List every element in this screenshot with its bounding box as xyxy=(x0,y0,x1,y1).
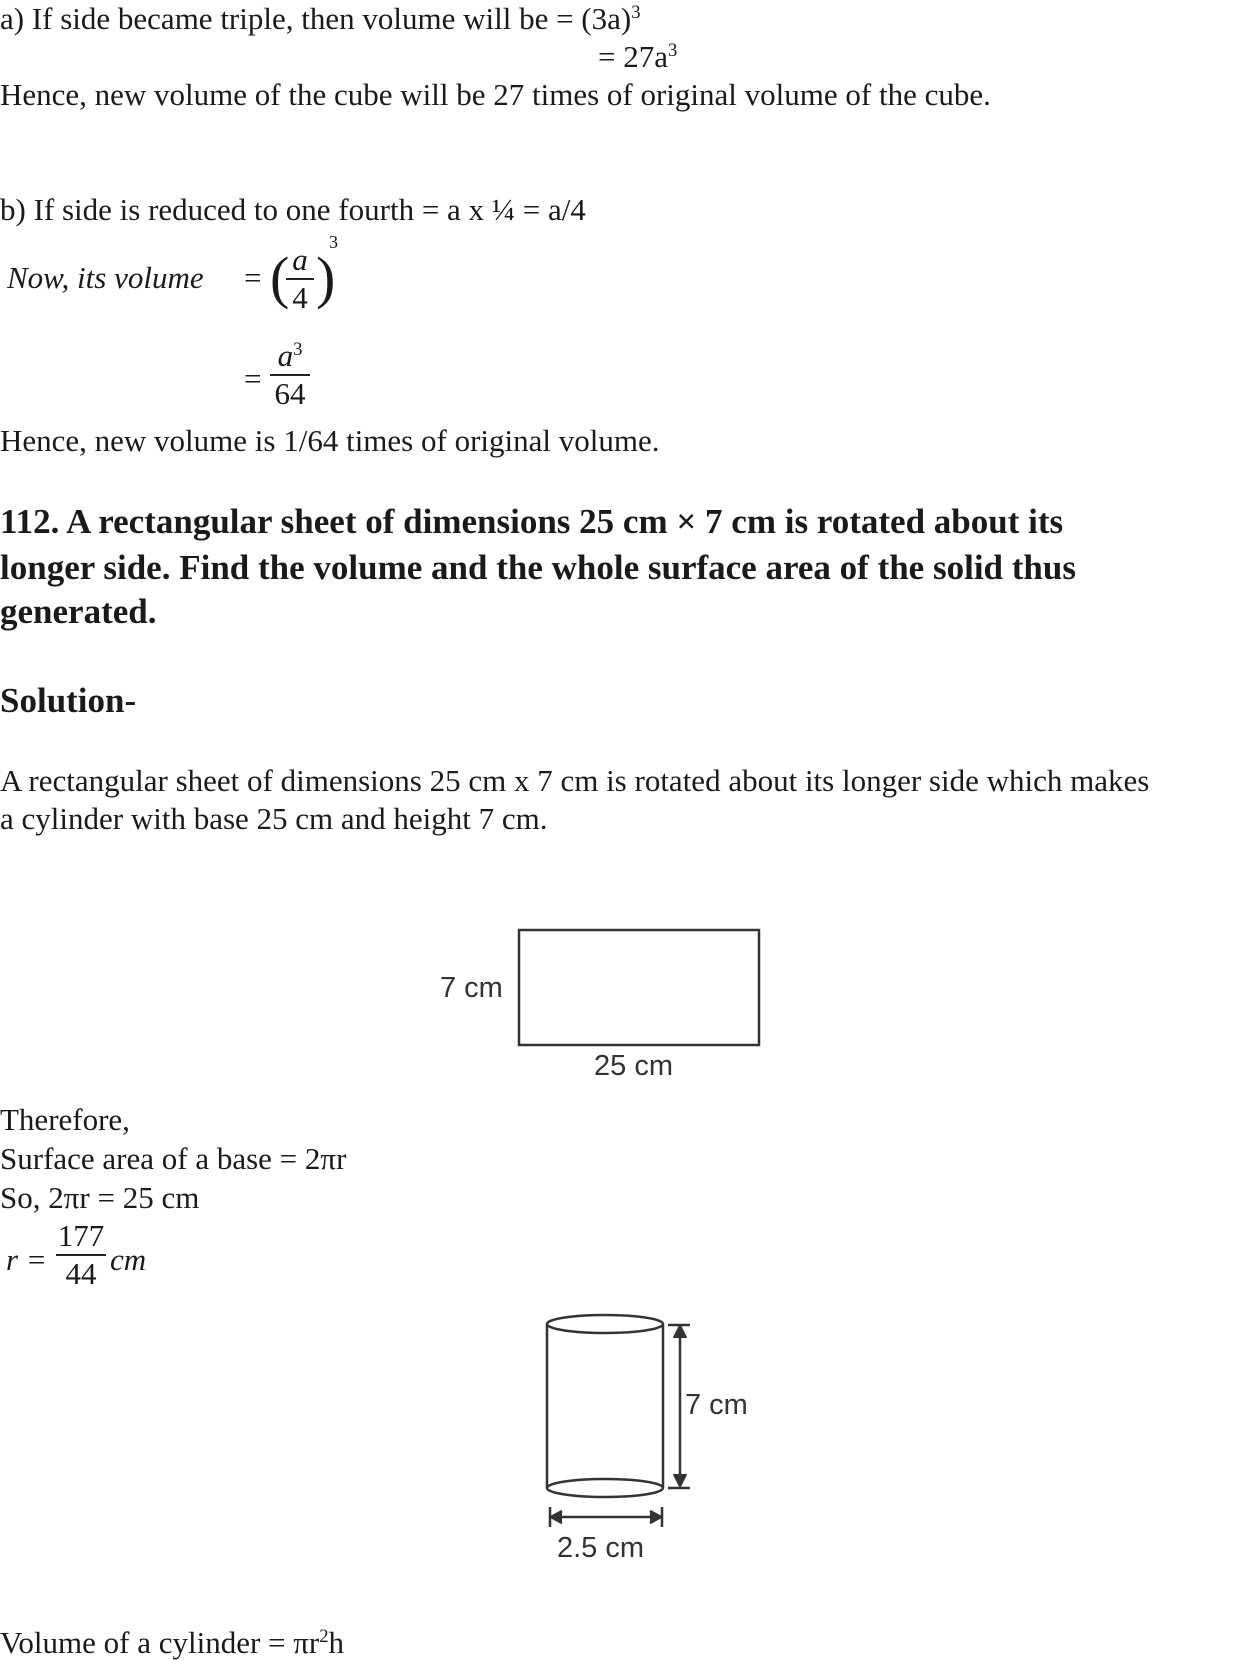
left-paren: ( xyxy=(270,245,290,310)
equals-sign-2: = xyxy=(244,361,262,396)
cyl-width-label: 2.5 cm xyxy=(557,1532,645,1564)
exponent: 3 xyxy=(668,40,678,61)
part-b-conclusion: Hence, new volume is 1/64 times of original volume. xyxy=(0,423,660,458)
numerator: a xyxy=(292,242,308,277)
therefore: Therefore, xyxy=(0,1102,130,1137)
exponent: 3 xyxy=(293,339,303,360)
exponent: 2 xyxy=(319,1626,329,1647)
text: a) If side became triple, then volume will be = (3a) xyxy=(0,1,632,36)
part-b-line1: b) If side is reduced to one fourth = a x ¼ = a/4 xyxy=(0,192,586,227)
part-a-conclusion: Hence, new volume of the cube will be 27 times of original volume of the cube. xyxy=(0,77,991,112)
denominator: 44 xyxy=(65,1256,97,1291)
solution-para1: A rectangular sheet of dimensions 25 cm x 7 cm is rotated about its longer side which makes xyxy=(0,763,1150,798)
cyl-height-label: 7 cm xyxy=(685,1389,748,1421)
numerator: a xyxy=(277,338,294,373)
rect-height-label: 7 cm xyxy=(440,972,503,1004)
exponent: 3 xyxy=(631,2,641,23)
surface-area-line: Surface area of a base = 2πr xyxy=(0,1141,347,1176)
text: h xyxy=(328,1625,345,1660)
denominator: 64 xyxy=(274,376,306,411)
question-line2: longer side. Find the volume and the whole surface area of the solid thus xyxy=(0,548,1076,587)
right-paren: ) xyxy=(316,245,336,310)
question-line3: generated. xyxy=(0,592,157,631)
power: 3 xyxy=(329,232,338,252)
r-unit: cm xyxy=(110,1242,147,1277)
solution-para2: a cylinder with base 25 cm and height 7 cm. xyxy=(0,801,548,836)
denominator: 4 xyxy=(292,280,308,315)
rect-width-label: 25 cm xyxy=(594,1050,673,1082)
volume-label: Now, its volume xyxy=(7,260,204,295)
text: = 27a xyxy=(598,39,668,74)
numerator: 177 xyxy=(57,1218,105,1253)
volume-line xyxy=(0,1626,344,1660)
question-line1: 112. A rectangular sheet of dimensions 25 cm × 7 cm is rotated about its xyxy=(0,502,1064,541)
solution-heading: Solution- xyxy=(0,681,137,720)
so-line: So, 2πr = 25 cm xyxy=(0,1180,200,1215)
equals-sign: = xyxy=(244,260,262,295)
r-label: r = xyxy=(6,1242,47,1277)
r-fraction xyxy=(56,1220,106,1290)
rectangle-sheet xyxy=(519,930,759,1045)
text: Volume of a cylinder = πr xyxy=(0,1625,320,1660)
cylinder xyxy=(547,1315,690,1527)
